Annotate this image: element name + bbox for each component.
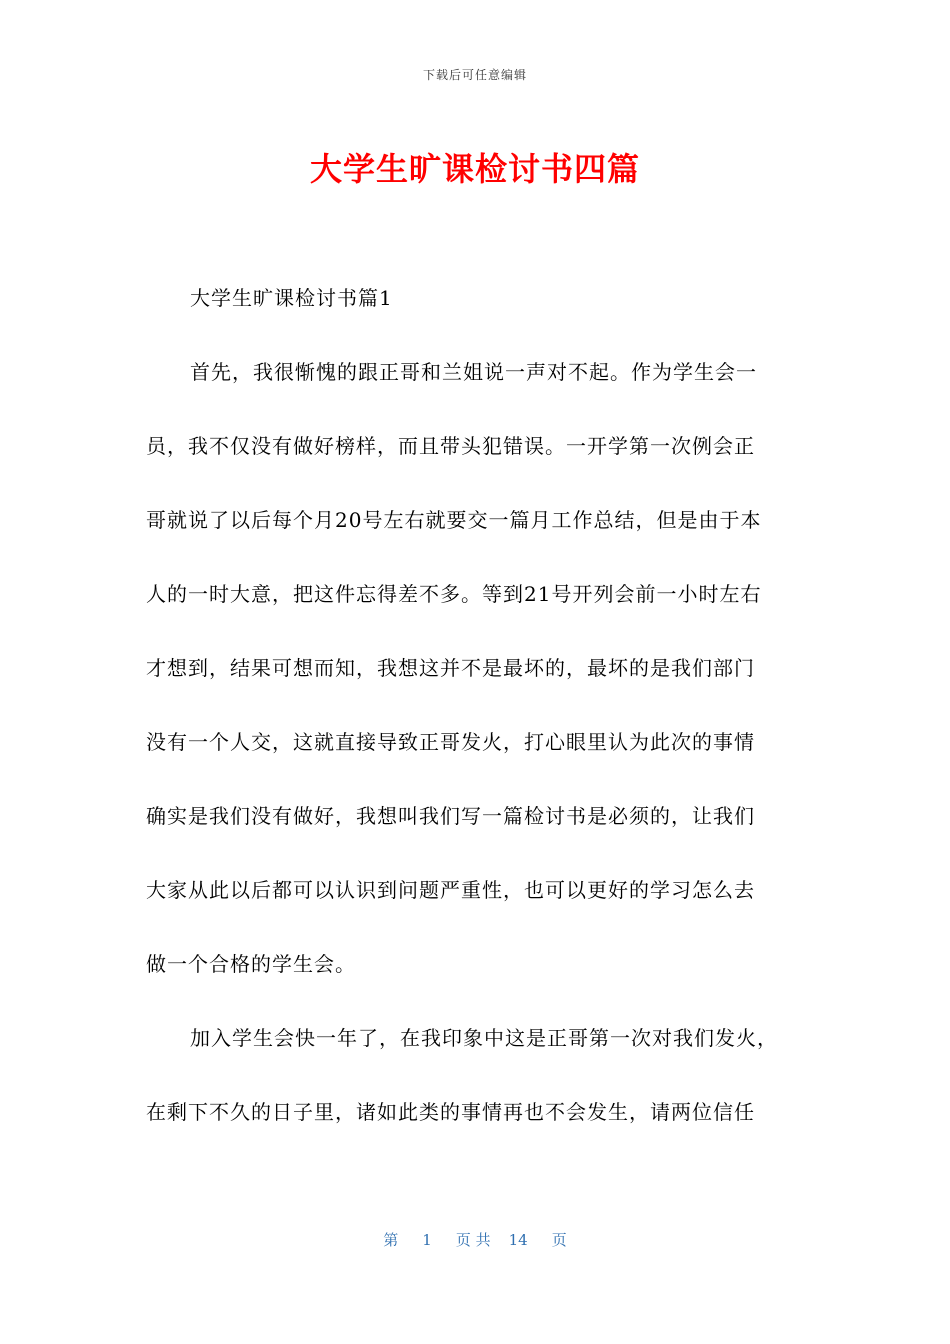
paragraph-line: 首先，我很惭愧的跟正哥和兰姐说一声对不起。作为学生会一 bbox=[190, 360, 757, 384]
footer-prefix: 第 bbox=[383, 1231, 399, 1249]
paragraph-line: 在剩下不久的日子里，诸如此类的事情再也不会发生，请两位信任 bbox=[146, 1100, 755, 1124]
paragraph-line: 做一个合格的学生会。 bbox=[146, 952, 356, 976]
footer-middle: 页 共 bbox=[455, 1231, 491, 1249]
header-note: 下载后可任意编辑 bbox=[422, 68, 527, 82]
paragraph-line: 没有一个人交，这就直接导致正哥发火，打心眼里认为此次的事情 bbox=[146, 730, 755, 754]
section-heading: 大学生旷课检讨书篇1 bbox=[190, 286, 393, 310]
document-title: 大学生旷课检讨书四篇 bbox=[309, 150, 640, 188]
paragraph-line: 确实是我们没有做好，我想叫我们写一篇检讨书是必须的，让我们 bbox=[146, 804, 755, 828]
paragraph-line: 才想到，结果可想而知，我想这并不是最坏的，最坏的是我们部门 bbox=[146, 656, 755, 680]
paragraph-line: 哥就说了以后每个月20号左右就要交一篇月工作总结，但是由于本 bbox=[146, 508, 762, 532]
page-footer bbox=[0, 1229, 950, 1250]
footer-total-pages: 14 bbox=[508, 1231, 528, 1249]
footer-current-page: 1 bbox=[422, 1231, 432, 1249]
paragraph-line: 加入学生会快一年了，在我印象中这是正哥第一次对我们发火， bbox=[190, 1026, 778, 1050]
paragraph-line: 员，我不仅没有做好榜样，而且带头犯错误。一开学第一次例会正 bbox=[146, 434, 755, 458]
paragraph-line: 人的一时大意，把这件忘得差不多。等到21号开列会前一小时左右 bbox=[146, 582, 762, 606]
footer-suffix: 页 bbox=[551, 1231, 567, 1249]
paragraph-line: 大家从此以后都可以认识到问题严重性，也可以更好的学习怎么去 bbox=[146, 878, 755, 902]
document-body bbox=[146, 280, 806, 1168]
